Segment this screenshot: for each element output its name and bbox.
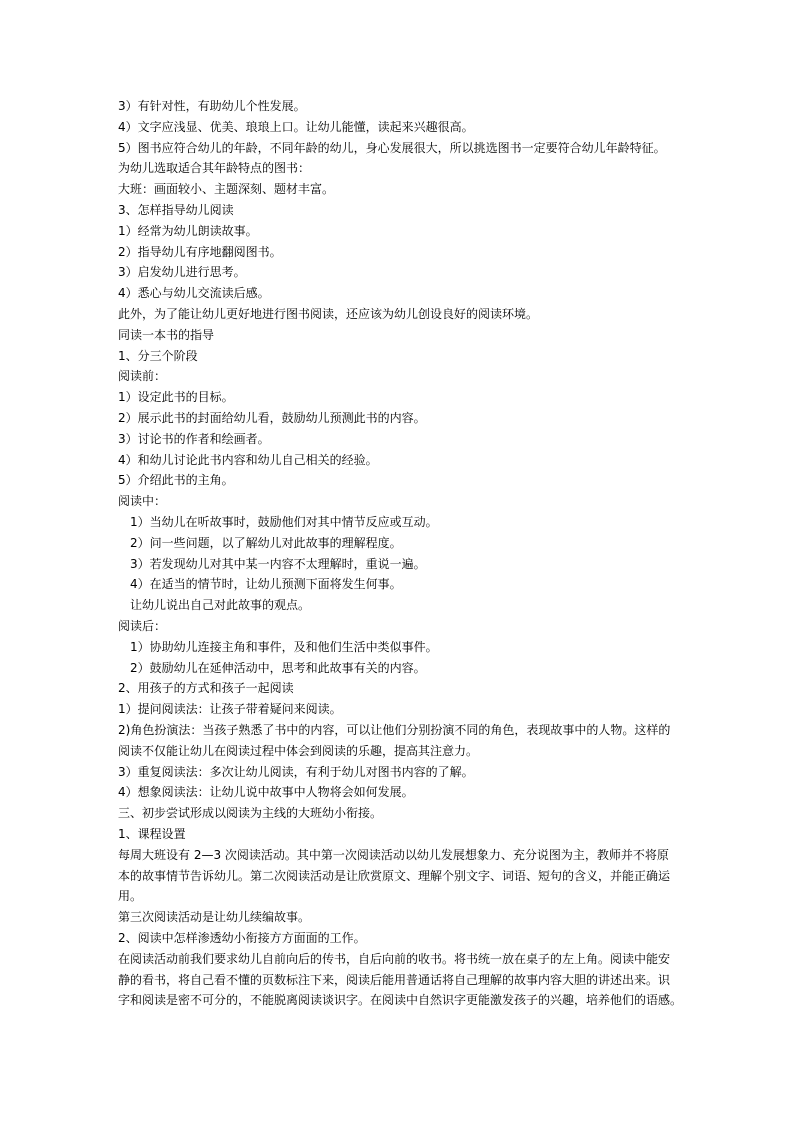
text-line: 5）图书应符合幼儿的年龄，不同年龄的幼儿，身心发展很大，所以挑选图书一定要符合幼儿年龄特征。 [118, 140, 666, 155]
text-line: 大班：画面较小、主题深刻、题材丰富。 [118, 182, 335, 197]
text-line: 阅读后： [118, 619, 167, 633]
text-line: 1）协助幼儿连接主角和事件，及和他们生活中类似事件。 [130, 639, 438, 654]
text-line: 每周大班设有 2—3 次阅读活动。其中第一次阅读活动以幼儿发展想象力、充分说图为主，教师并不将原 [118, 847, 669, 862]
text-line: 3、怎样指导幼儿阅读 [118, 203, 234, 217]
text-line: 4）文字应浅显、优美、琅琅上口。让幼儿能懂，读起来兴趣很高。 [118, 119, 474, 134]
text-line: 1）经常为幼儿朗读故事。 [118, 223, 258, 238]
text-line: 3）有针对性，有助幼儿个性发展。 [118, 99, 306, 113]
text-line: 1）提问阅读法：让孩子带着疑问来阅读。 [118, 702, 342, 717]
text-line: 3）若发现幼儿对其中某一内容不太理解时，重说一遍。 [130, 556, 426, 571]
text-line: 1）设定此书的目标。 [118, 390, 234, 405]
text-line: 4）和幼儿讨论此书内容和幼儿自己相关的经验。 [118, 452, 378, 467]
text-line: 2）鼓励幼儿在延伸活动中，思考和此故事有关的内容。 [130, 660, 426, 675]
text-line: 2）展示此书的封面给幼儿看，鼓励幼儿预测此书的内容。 [118, 411, 426, 425]
text-line: 5）介绍此书的主角。 [118, 473, 234, 488]
text-line: 字和阅读是密不可分的，不能脱离阅读谈识字。在阅读中自然识字更能激发孩子的兴趣，培养他们的语感。 [118, 993, 683, 1008]
text-line: 在阅读活动前我们要求幼儿自前向后的传书，自后向前的收书。将书统一放在桌子的左上角。阅读中能安 [118, 951, 671, 966]
text-line: 4）悉心与幼儿交流读后感。 [118, 286, 270, 301]
text-line: 此外，为了能让幼儿更好地进行图书阅读，还应该为幼儿创设良好的阅读环境。 [118, 307, 539, 321]
text-line: 三、初步尝试形成以阅读为主线的大班幼小衔接。 [118, 806, 383, 821]
text-line: 1、课程设置 [118, 827, 186, 841]
text-line: 为幼儿选取适合其年龄特点的图书： [118, 161, 311, 176]
text-line: 2）指导幼儿有序地翻阅图书。 [118, 244, 282, 259]
text-line: 让幼儿说出自己对此故事的观点。 [130, 598, 311, 613]
text-line: 静的看书，将自己看不懂的页数标注下来，阅读后能用普通话将自己理解的故事内容大胆的讲述出来。识 [118, 972, 671, 987]
text-line: 1）当幼儿在听故事时，鼓励他们对其中情节反应或互动。 [130, 515, 438, 529]
text-line: 4）想象阅读法：让幼儿说中故事中人物将会如何发展。 [118, 785, 414, 800]
text-line: 阅读不仅能让幼儿在阅读过程中体会到阅读的乐趣，提高其注意力。 [118, 743, 479, 758]
text-line: 第三次阅读活动是让幼儿续编故事。 [118, 910, 311, 925]
text-line: 1、分三个阶段 [118, 348, 198, 363]
text-line: 3）重复阅读法：多次让幼儿阅读，有利于幼儿对图书内容的了解。 [118, 764, 474, 779]
text-line: 同读一本书的指导 [118, 327, 215, 342]
text-line: 3）启发幼儿进行思考。 [118, 265, 246, 280]
text-line: 4）在适当的情节时，让幼儿预测下面将发生何事。 [130, 577, 402, 592]
text-line: 阅读中： [118, 494, 167, 509]
text-line: 阅读前： [118, 369, 167, 384]
text-line: 2、用孩子的方式和孩子一起阅读 [118, 681, 294, 696]
text-line: 本的故事情节告诉幼儿。第二次阅读活动是让欣赏原文、理解个别文字、词语、短句的含义，并能正确运 [118, 868, 671, 883]
text-line: 2)角色扮演法：当孩子熟悉了书中的内容，可以让他们分别扮演不同的角色，表现故事中的人物。这样的 [118, 723, 671, 737]
text-line: 用。 [118, 889, 143, 904]
text-line: 2、阅读中怎样渗透幼小衔接方方面面的工作。 [118, 931, 366, 945]
text-line: 2）问一些问题，以了解幼儿对此故事的理解程度。 [130, 535, 402, 550]
text-line: 3）讨论书的作者和绘画者。 [118, 431, 270, 446]
